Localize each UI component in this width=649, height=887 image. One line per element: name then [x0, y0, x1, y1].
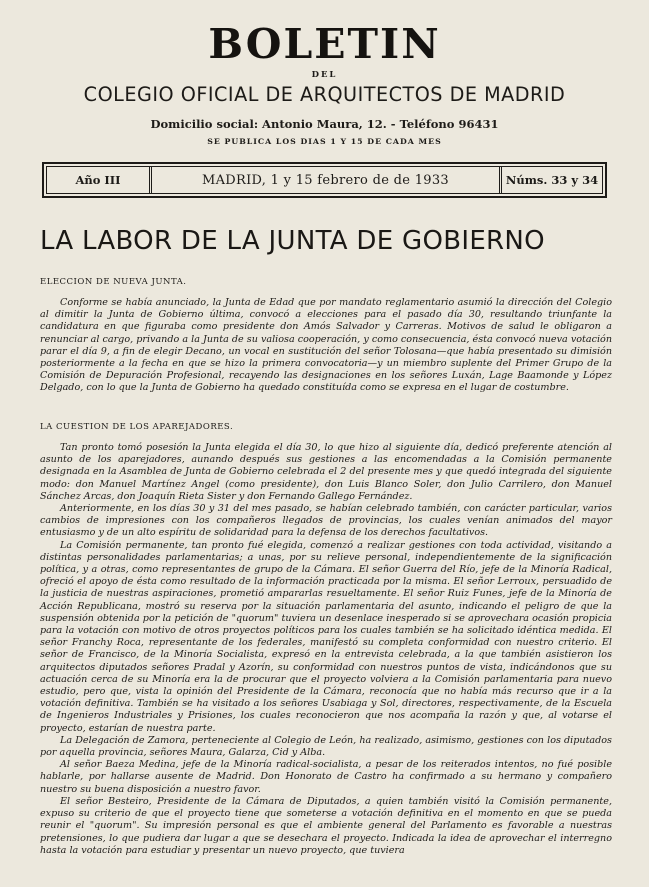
masthead — [0, 22, 649, 147]
paragraph: La Delegación de Zamora, perteneciente al Colegio de León, ha realizado, asimismo, gestiones con los diputados por aquella provincia, señores Maura, Galarza, Cid y Alba. — [40, 734, 612, 759]
article-headline: LA LABOR DE LA JUNTA DE GOBIERNO — [40, 226, 545, 256]
section-nueva-junta — [40, 277, 612, 395]
paragraph: La Comisión permanente, tan pronto fué elegida, comenzó a realizar gestiones con toda actividad, visitando a distintas personalidades parlamentarias; a unas, por su relieve personal, independientemente de la significación política, y a otras, como representantes de grupo de la Cámara. El señor Guerra del Río, jefe de la Minoría Radical, ofreció el apoyo de ésta como resultado de la información practicada por la misma. El señor Lerroux, persuadido de la justicia de nuestras aspiraciones, prometió ampararlas resueltamente. El señor Ruiz Funes, jefe de la Minoría de Acción Republicana, mostró su reserva por la situación parlamentaria del asunto, indicando el peligro de que la suspensión obtenida por la petición de "quorum" tuviera un desenlace inesperado si se aprovechara ocasión propicia para la votación con motivo de otros proyectos políticos para los cuales también se ha solicitado idéntica medida. El señor Franchy Roca, representante de los federales, manifestó su completa conformidad con nuestro criterio. El señor de Francisco, de la Minoría Socialista, expresó en la entrevista celebrada, a la que también asistieron los arquitectos diputados señores Pradal y Azorín, su conformidad con nuestros puntos de vista, indicándonos que su actuación cerca de su Minoría era la de procurar que el proyecto volviera a la Comisión parlamentaria para nuevo estudio, pero que, vista la opinión del Presidente de la Cámara, reconocía que no había más recurso que ir a la votación definitiva. También se ha visitado a los señores Usabiaga y Sol, directores, respectivamente, de la Escuela de Ingenieros Industriales y Prisiones, los cuales reconocieron que nos acompaña la razón y que, al votarse el proyecto, estarían de nuestra parte. — [40, 539, 612, 734]
issue-numbers: Núms. 33 y 34 — [499, 167, 602, 193]
paragraph: Tan pronto tomó posesión la Junta elegida el día 30, lo que hizo al siguiente día, dedicó preferente atención al asunto de los aparejadores, aunando después sus gestiones a las encomendadas a la Comisión permanente designada en la Asamblea de Junta de Gobierno celebrada el 2 del presente mes y que quedó integrada del siguiente modo: don Manuel Martínez Angel (como presidente), don Luis Blanco Soler, don Julio Carrilero, don Manuel Sánchez Arcas, don Joaquín Rieta Sister y don Fernando Gallego Fernández. — [40, 442, 612, 502]
address-line: Domicilio social: Antonio Maura, 12. - Teléfono 96431 — [150, 117, 499, 131]
paragraph: Anteriormente, en los días 30 y 31 del mes pasado, se habían celebrado también, con carácter particular, varios cambios de impresiones con los compañeros llegados de provincias, los cuales venían animados del mayor entusiasmo y de un alto espíritu de solidaridad para la defensa de los derechos facultativos. — [40, 503, 612, 539]
issue-info-bar — [42, 162, 607, 198]
issue-year: Año III — [47, 167, 152, 193]
section-heading: LA CUESTION DE LOS APAREJADORES. — [40, 422, 234, 432]
section-heading: ELECCION DE NUEVA JUNTA. — [40, 277, 187, 287]
paragraph: Al señor Baeza Medina, jefe de la Minoría radical-socialista, a pesar de los reiterados intentos, no fué posible hablarle, por hallarse ausente de Madrid. Don Honorato de Castro ha confirmado a su hermano y compañero nuestro su buena disposición a nuestro favor. — [40, 759, 612, 795]
section-aparejadores — [40, 422, 612, 857]
organization-name: COLEGIO OFICIAL DE ARQUITECTOS DE MADRID — [83, 83, 566, 106]
paragraph: Conforme se había anunciado, la Junta de Edad que por mandato reglamentario asumió la dirección del Colegio al dimitir la Junta de Gobierno última, convocó a elecciones para el pasado día 30, resultando triunfante la candidatura en que figuraba como presidente don Amós Salvador y Carreras. Motivos de salud le obligaron a renunciar al cargo, privando a la Junta de su valiosa cooperación, y como consecuencia, ésta convocó nueva votación parar el día 9, a fin de elegir Decano, un vocal en sustitución del señor Tolosana—que había presentado su dimisión posteriormente a la fecha en que se hizo la primera convocatoria—y un miembro suplente del Primer Grupo de la Comisión de Depuración Profesional, recayendo las designaciones en los señores Luxán, Lage Baamonde y López Delgado, con lo que la Junta de Gobierno ha quedado constituída como se expresa en el lugar de costumbre. — [40, 297, 612, 394]
publication-title: BOLETIN — [208, 20, 441, 68]
paragraph: El señor Besteiro, Presidente de la Cámara de Diputados, a quien también visitó la Comisión permanente, expuso su criterio de que el proyecto tiene que someterse a votación definitiva en el momento en que se pueda reunir el "quorum". Su impresión personal es que el ambiente general del Parlamento es favorable a nuestras pretensiones, lo que pudiera dar lugar a que se desechara el proyecto. Indicada la idea de aprovechar el interregno hasta la votación para estudiar y presentar un nuevo proyecto, que tuviera — [40, 795, 612, 856]
title-connector: DEL — [311, 70, 338, 80]
issue-date: MADRID, 1 y 15 febrero de de 1933 — [201, 172, 449, 188]
publication-schedule: SE PUBLICA LOS DIAS 1 Y 15 DE CADA MES — [207, 137, 442, 146]
